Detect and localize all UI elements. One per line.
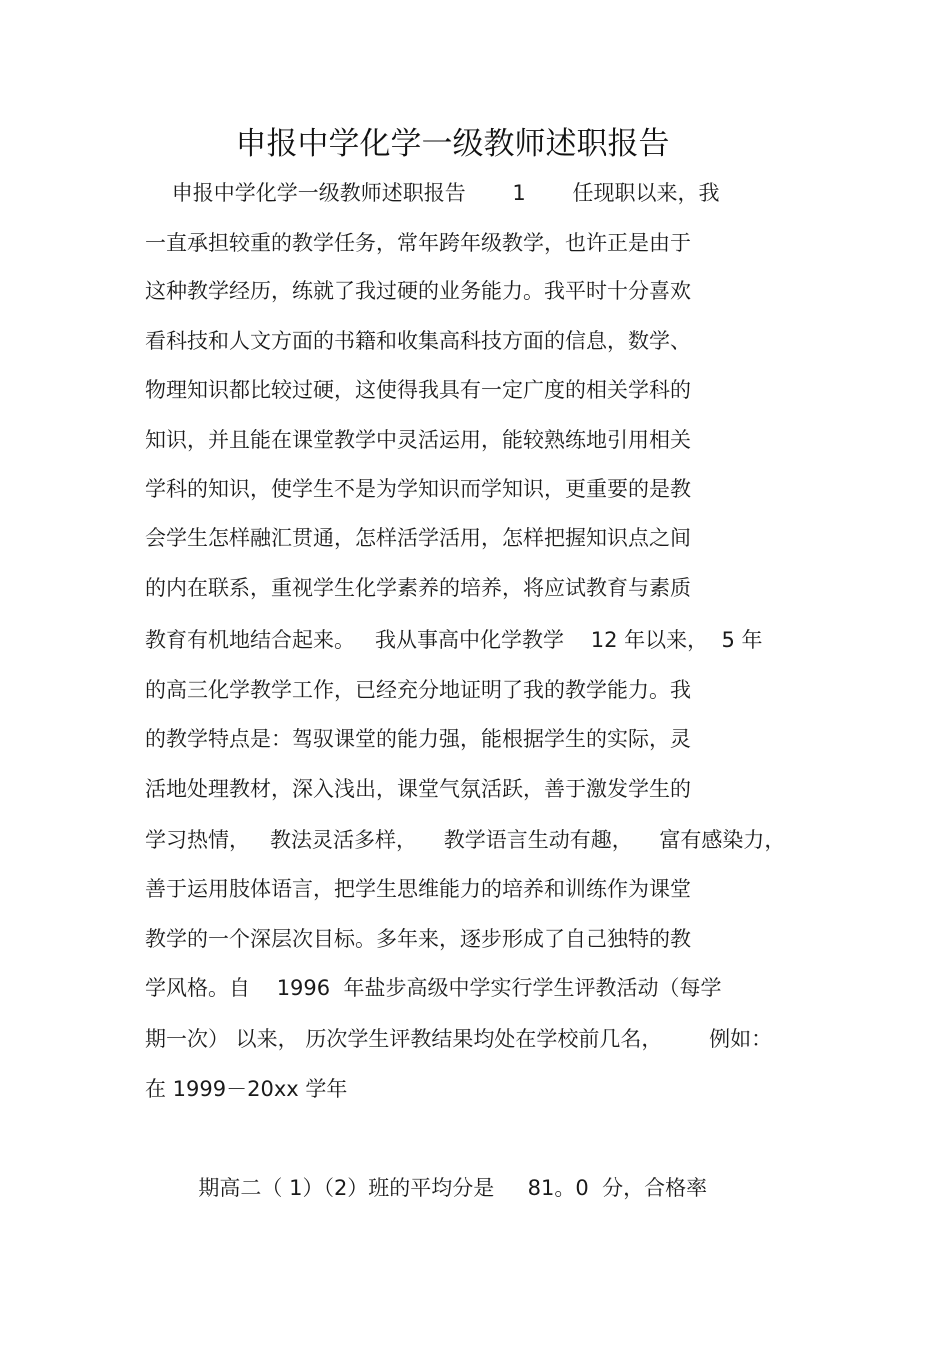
paragraph-line: 活地处理教材，深入浅出，课堂气氛活跃，善于激发学生的 <box>145 777 691 801</box>
paragraph-line: 的教学特点是：驾驭课堂的能力强，能根据学生的实际，灵 <box>145 727 691 751</box>
paragraph-line: 期高二（ 1）（2）班的平均分是 81。0 分，合格率 <box>145 1176 708 1200</box>
document-title: 申报中学化学一级教师述职报告 <box>235 126 670 162</box>
paragraph-line: 教学的一个深层次目标。多年来，逐步形成了自己独特的教 <box>145 927 691 951</box>
paragraph-line: 一直承担较重的教学任务，常年跨年级教学，也许正是由于 <box>145 231 691 255</box>
paragraph-line: 物理知识都比较过硬，这使得我具有一定广度的相关学科的 <box>145 378 691 402</box>
paragraph-line: 期一次） 以来， 历次学生评教结果均处在学校前几名， 例如： <box>145 1027 773 1051</box>
paragraph-line: 在 1999－20xx 学年 <box>145 1077 348 1101</box>
paragraph-line: 会学生怎样融汇贯通，怎样活学活用，怎样把握知识点之间 <box>145 526 691 550</box>
paragraph-line: 这种教学经历，练就了我过硬的业务能力。我平时十分喜欢 <box>145 279 691 303</box>
paragraph-line: 学风格。自 1996 年盐步高级中学实行学生评教活动（每学 <box>145 976 722 1000</box>
paragraph-line: 的高三化学教学工作，已经充分地证明了我的教学能力。我 <box>145 678 691 702</box>
paragraph-line: 学习热情， 教法灵活多样， 教学语言生动有趣， 富有感染力， <box>145 828 786 852</box>
paragraph-line: 学科的知识，使学生不是为学知识而学知识，更重要的是教 <box>145 477 691 501</box>
paragraph-line: 看科技和人文方面的书籍和收集高科技方面的信息，数学、 <box>145 329 691 353</box>
paragraph-line: 知识，并且能在课堂教学中灵活运用，能较熟练地引用相关 <box>145 428 691 452</box>
paragraph-line: 善于运用肢体语言，把学生思维能力的培养和训练作为课堂 <box>145 877 691 901</box>
paragraph-line: 的内在联系，重视学生化学素养的培养，将应试教育与素质 <box>145 576 691 600</box>
paragraph-line: 申报中学化学一级教师述职报告 1 任现职以来，我 <box>145 181 720 205</box>
paragraph-line: 教育有机地结合起来。 我从事高中化学教学 12 年以来， 5 年 <box>145 628 763 652</box>
